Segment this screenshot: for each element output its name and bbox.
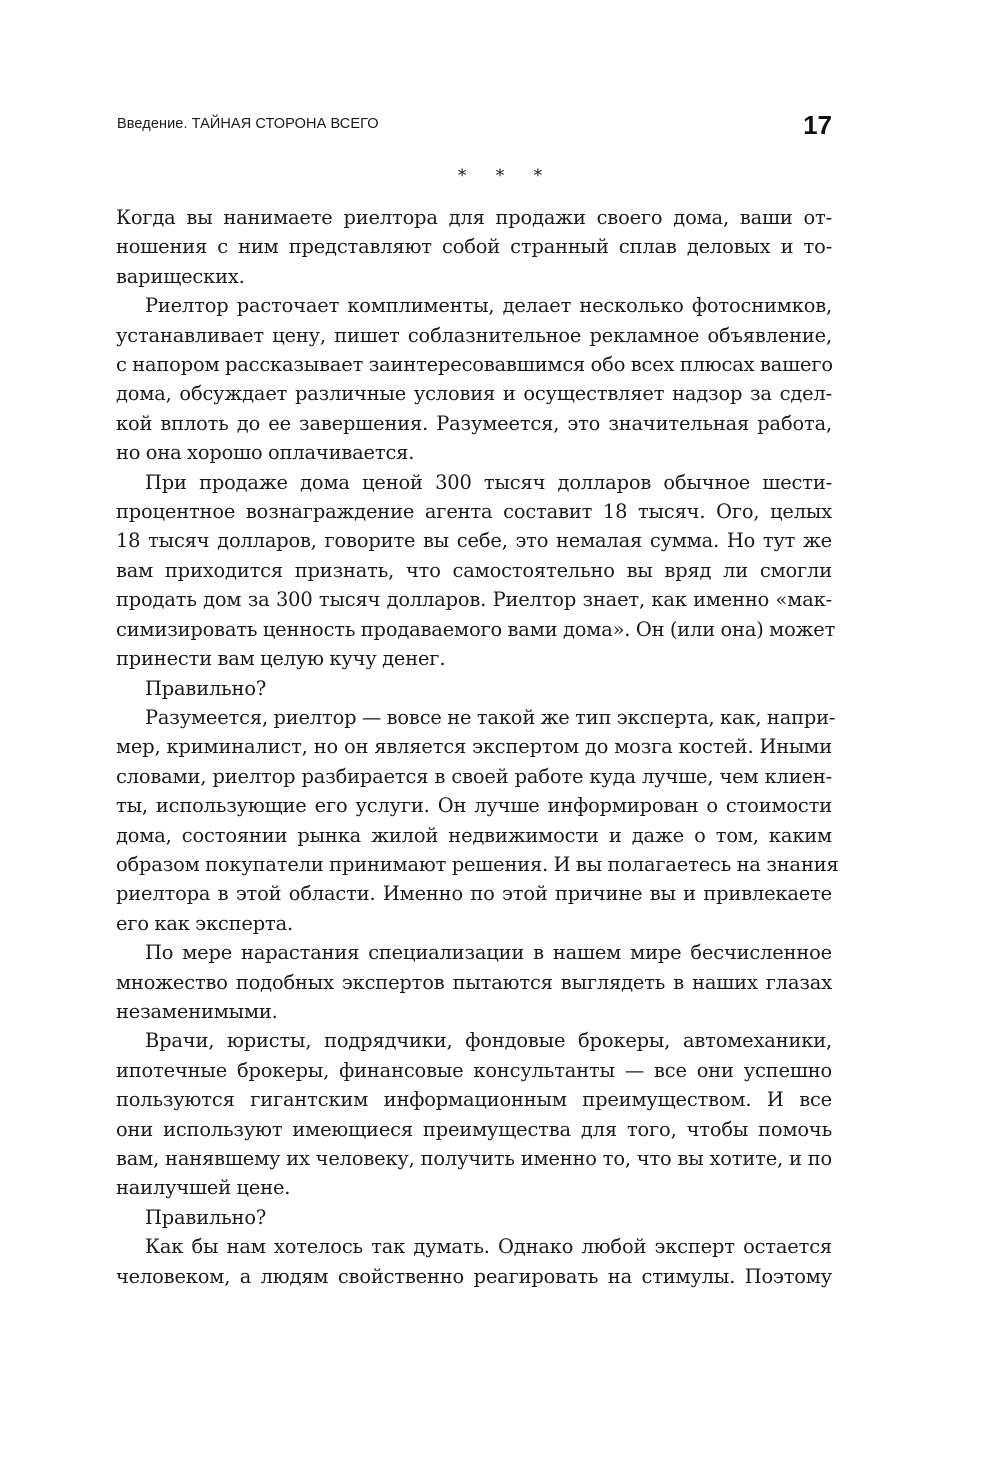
text-line: Как бы нам хотелось так думать. Однако любой эксперт остается xyxy=(145,1235,832,1259)
chapter-title: ТАЙНАЯ СТОРОНА ВСЕГО xyxy=(191,116,379,132)
text-line: устанавливает цену, пишет соблазнительное рекламное объявление, xyxy=(116,323,832,347)
text-line: его как эксперта. xyxy=(116,911,293,935)
text-line: множество подобных экспертов пытаются выглядеть в наших глазах xyxy=(116,970,832,994)
paragraph xyxy=(116,291,832,467)
paragraph xyxy=(116,703,839,938)
text-line: мер, криминалист, но он является экспертом до мозга костей. Иными xyxy=(116,735,832,759)
page-number: 17 xyxy=(803,110,832,140)
text-line: незаменимыми. xyxy=(116,999,278,1023)
text-line: человеком, а людям свойственно реагировать на стимулы. Поэтому xyxy=(116,1264,832,1288)
section-divider: * * * xyxy=(457,166,555,186)
text-line: ипотечные брокеры, финансовые консультанты — все они успешно xyxy=(116,1058,832,1082)
text-line: Разумеется, риелтор — вовсе не такой же тип эксперта, как, напри- xyxy=(145,705,836,729)
text-line: продать дом за 300 тысяч долларов. Риелтор знает, как именно «мак- xyxy=(116,588,832,612)
text-line: ношения с ним представляют собой странный сплав деловых и то- xyxy=(116,235,832,259)
text-line: Риелтор расточает комплименты, делает несколько фотоснимков, xyxy=(145,294,832,318)
text-line: По мере нарастания специализации в нашем мире бесчисленное xyxy=(145,941,832,965)
text-line: наилучшей цене. xyxy=(116,1176,291,1200)
paragraph xyxy=(116,468,836,674)
text-line: При продаже дома ценой 300 тысяч долларов обычное шести- xyxy=(145,470,832,494)
text-line: Врачи, юристы, подрядчики, фондовые брокеры, автомеханики, xyxy=(145,1029,832,1053)
section-label: Введение. xyxy=(117,116,188,132)
text-line: ты, использующие его услуги. Он лучше информирован о стоимости xyxy=(116,794,832,818)
paragraph xyxy=(116,674,832,703)
text-line: симизировать ценность продаваемого вами дома». Он (или она) может xyxy=(116,617,836,641)
text-line: дома, состоянии рынка жилой недвижимости и даже о том, каким xyxy=(116,823,832,847)
paragraph xyxy=(116,1203,832,1232)
text-line: Правильно? xyxy=(145,1205,267,1229)
text-line: словами, риелтор разбирается в своей работе куда лучше, чем клиен- xyxy=(116,764,832,788)
paragraph xyxy=(116,1232,832,1291)
text-line: 18 тысяч долларов, говорите вы себе, это немалая сумма. Но тут же xyxy=(116,529,832,553)
text-line: кой вплоть до ее завершения. Разумеется, это значительная работа, xyxy=(116,411,832,435)
paragraph xyxy=(116,938,832,1026)
text-line: вам, нанявшему их человеку, получить именно то, что вы хотите, и по xyxy=(116,1147,832,1170)
text-line: но она хорошо оплачивается. xyxy=(116,441,415,465)
running-header xyxy=(117,112,832,142)
text-line: процентное вознаграждение агента составит 18 тысяч. Ого, целых xyxy=(116,500,832,524)
text-line: вам приходится признать, что самостоятельно вы вряд ли смогли xyxy=(116,558,832,582)
paragraph xyxy=(116,203,832,291)
text-line: с напором рассказывает заинтересовавшимся обо всех плюсах вашего xyxy=(116,353,833,377)
body-text xyxy=(116,203,839,1291)
paragraph xyxy=(116,1026,832,1202)
running-title xyxy=(117,116,379,132)
text-line: риелтора в этой области. Именно по этой причине вы и привлекаете xyxy=(116,882,832,906)
text-line: пользуются гигантским информационным преимуществом. И все xyxy=(116,1088,832,1112)
text-line: образом покупатели принимают решения. И вы полагаетесь на знания xyxy=(116,852,839,876)
text-line: принести вам целую кучу денег. xyxy=(116,647,446,671)
text-line: дома, обсуждает различные условия и осуществляет надзор за сдел- xyxy=(116,382,832,406)
text-line: варищеских. xyxy=(116,264,245,288)
text-line: Правильно? xyxy=(145,676,267,700)
text-line: они используют имеющиеся преимущества для того, чтобы помочь xyxy=(116,1117,832,1141)
text-line: Когда вы нанимаете риелтора для продажи своего дома, ваши от- xyxy=(116,206,832,229)
